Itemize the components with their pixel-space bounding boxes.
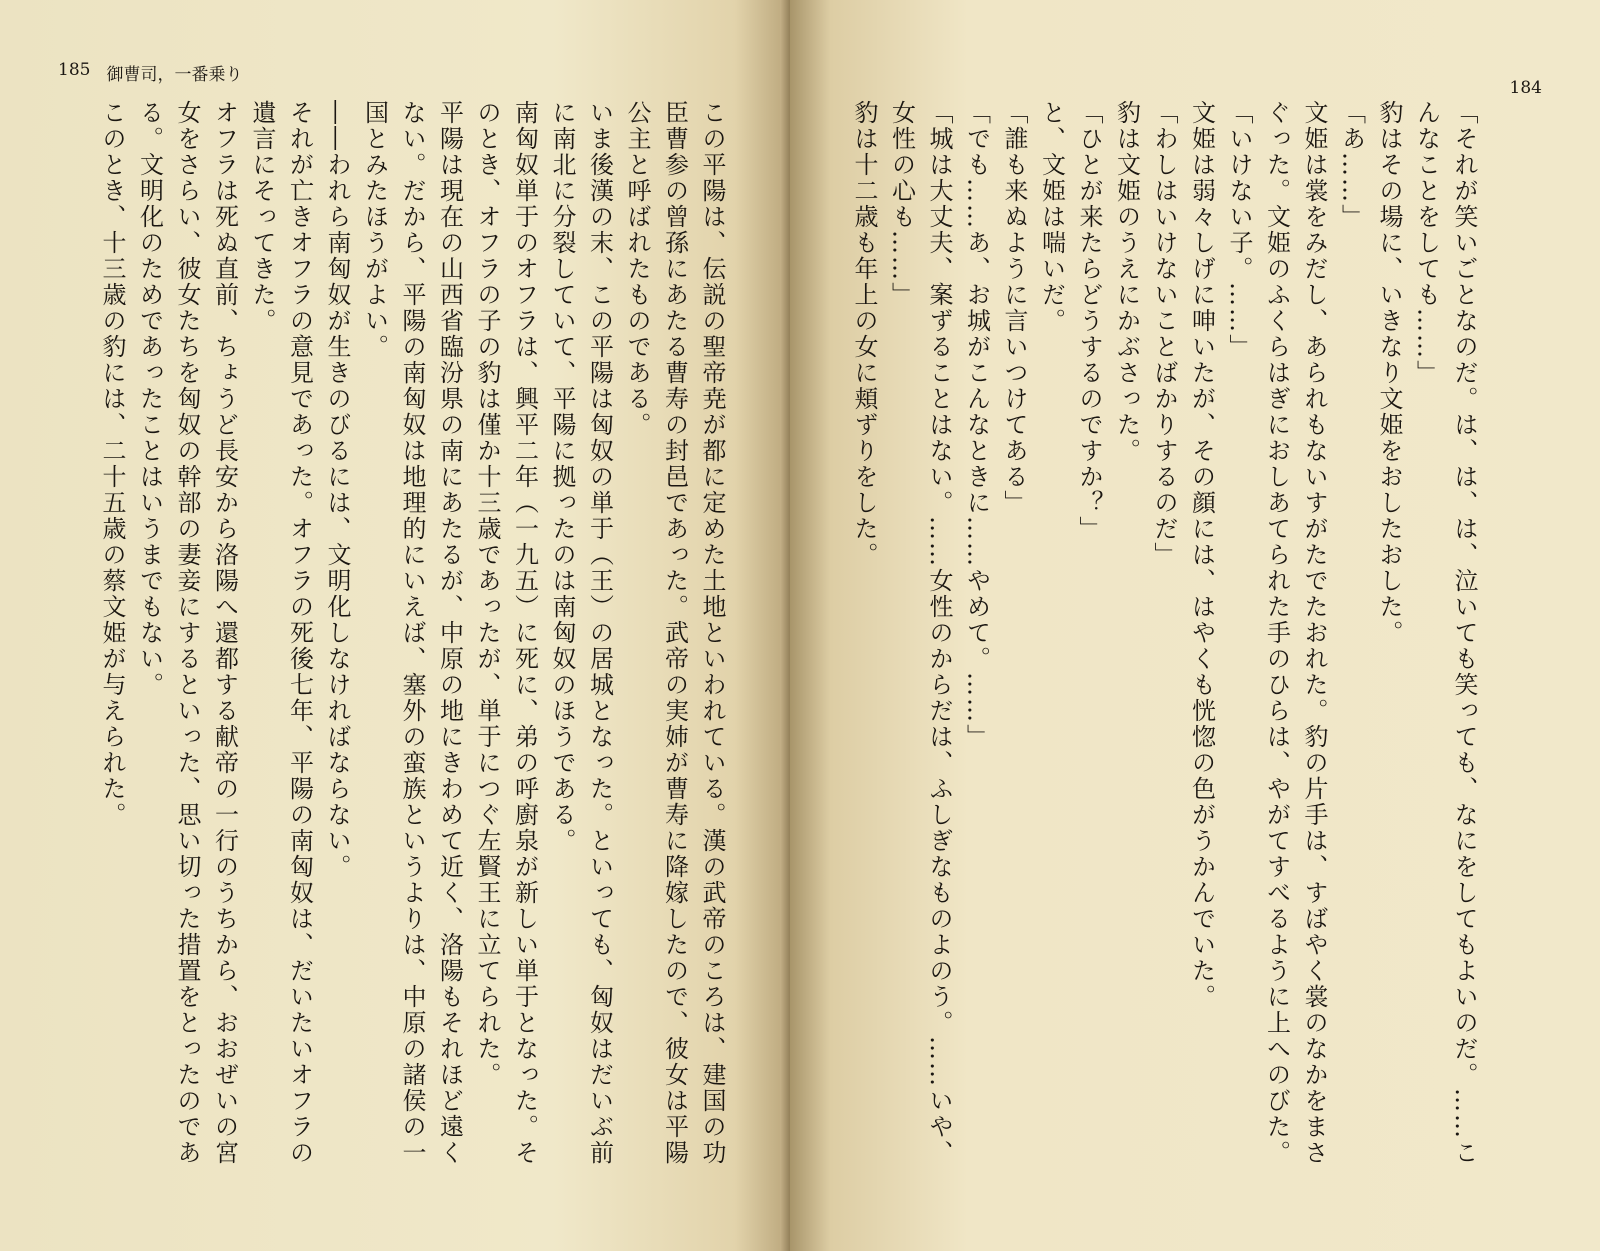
paragraph: 「それが笑いごとなのだ。は、は、は、泣いても笑っても、なにをしてもよいのだ。……こんなことをしても……」 xyxy=(1412,100,1478,1166)
paragraph: このとき、十三歳の豹には、二十五歳の蔡文姫が与えられた。 xyxy=(98,100,126,828)
paragraph: 豹は文姫のうえにかぶさった。 xyxy=(1112,100,1141,464)
paragraph: 文姫は裳をみだし、あられもないすがたでたおれた。豹の片手は、すばやく裳のなかをまさぐった。文姫のふくらはぎにおしあてられた手のひらは、やがてすべるように上へのびた。 xyxy=(1262,100,1328,1166)
left-page-text xyxy=(58,100,730,1190)
paragraph: 「でも……あ、お城がこんなときに……やめて。……」 xyxy=(962,100,991,750)
paragraph: 「城は大丈夫、案ずることはない。……女性のからだは、ふしぎなものよのう。……いや、女性の心も……」 xyxy=(887,100,953,1166)
paragraph: 文姫は弱々しげに呻いたが、その顔には、はやくも恍惚の色がうかんでいた。 xyxy=(1187,100,1216,1010)
paragraph: 「ひとが来たらどうするのですか？」 xyxy=(1075,100,1103,542)
paragraph: それが亡きオフラの意見であった。オフラの死後七年、平陽の南匈奴は、だいたいオフラの遺言にそってきた。 xyxy=(248,100,314,1166)
paragraph: 「誰も来ぬように言いつけてある」 xyxy=(1000,100,1028,516)
paragraph: この平陽は、伝説の聖帝尭が都に定めた土地といわれている。漢の武帝のころは、建国の功臣曹参の曾孫にあたる曹寿の封邑であった。武帝の実姉が曹寿に降嫁したので、彼女は平陽公主と呼ばれたものである。 xyxy=(623,100,726,1166)
paragraph: いま後漢の末、この平陽は匈奴の単于（王）の居城となった。といっても、匈奴はだいぶ前に南北に分裂していて、平陽に拠ったのは南匈奴のほうである。 xyxy=(548,100,614,1166)
paragraph: 「あ……」 xyxy=(1337,100,1366,230)
right-page xyxy=(790,0,1600,1251)
paragraph: 「いけない子。……」 xyxy=(1225,100,1253,360)
left-page xyxy=(0,0,790,1251)
running-head: 御曹司，一番乗り xyxy=(106,65,243,85)
right-page-text xyxy=(832,100,1482,1190)
paragraph: オフラは死ぬ直前、ちょうど長安から洛陽へ還都する献帝の一行のうちから、おおぜいの宮女をさらい、彼女たちを匈奴の幹部の妻妾にするといった、思い切った措置をとったのである。文明化のためであったことはいうまでもない。 xyxy=(135,100,239,1166)
paragraph: 「わしはいけないことばかりするのだ」 xyxy=(1150,100,1178,568)
paragraph: 南匈奴単于のオフラは、興平二年（一九五）に死に、弟の呼廚泉が新しい単于となった。そのとき、オフラの子の豹は僅か十三歳であったが、単于につぐ左賢王に立てられた。 xyxy=(473,100,539,1166)
right-page-number: 184 xyxy=(1509,78,1542,98)
paragraph: 豹はその場に、いきなり文姫をおしたおした。 xyxy=(1375,100,1403,646)
left-page-number: 185 xyxy=(58,60,91,80)
left-page-header xyxy=(58,60,242,85)
paragraph: 平陽は現在の山西省臨汾県の南にあたるが、中原の地にきわめて近く、洛陽もそれほど遠くない。だから、平陽の南匈奴は地理的にいえば、塞外の蛮族というよりは、中原の諸侯の一国とみたほうがよい。 xyxy=(360,100,464,1166)
paragraph: ――われら南匈奴が生きのびるには、文明化しなければならない。 xyxy=(323,100,351,880)
paragraph: 豹は十二歳も年上の女に頬ずりをした。 xyxy=(850,100,878,568)
paragraph: と、文姫は喘いだ。 xyxy=(1037,100,1066,334)
